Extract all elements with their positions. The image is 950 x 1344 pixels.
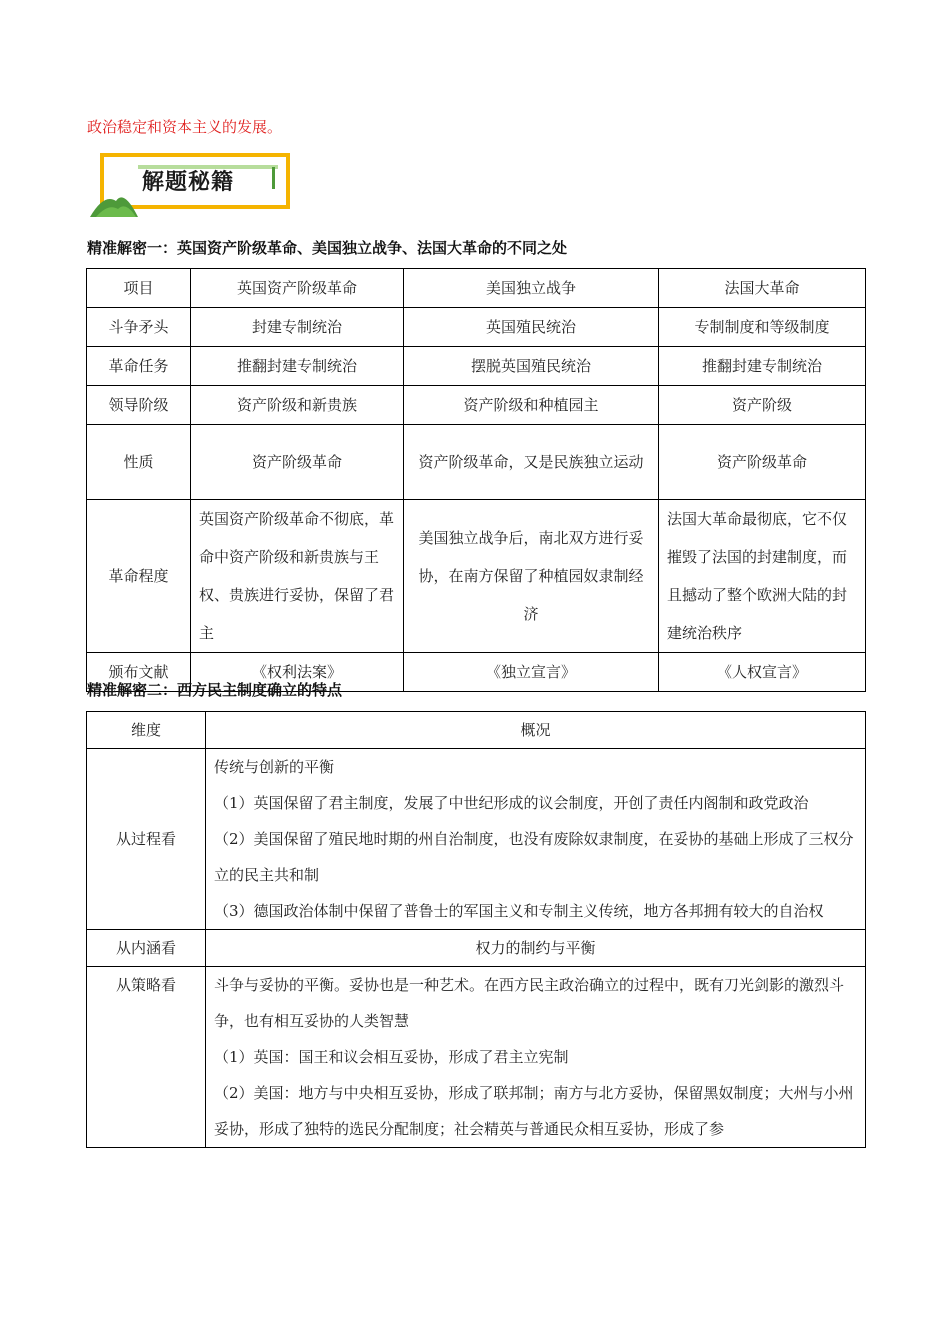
cell-line: （2）美国：地方与中央相互妥协，形成了联邦制；南方与北方妥协，保留黑奴制度；大州与小州妥协，形成了独特的选民分配制度；社会精英与普通民众相互妥协，形成了参: [214, 1084, 854, 1138]
row-label: 从策略看: [87, 967, 206, 1148]
table-cell: 资产阶级革命: [191, 425, 404, 500]
section-banner: [90, 153, 296, 217]
table-cell: 法国大革命最彻底，它不仅摧毁了法国的封建制度，而且撼动了整个欧洲大陆的封建统治秩序: [659, 500, 866, 653]
table-cell: 资产阶级和新贵族: [191, 386, 404, 425]
table-cell: [206, 967, 866, 1148]
cell-line: （1）英国保留了君主制度，发展了中世纪形成的议会制度，开创了责任内阁制和政党政治: [214, 794, 809, 812]
row-label: 性质: [87, 425, 191, 500]
cell-line: 斗争与妥协的平衡。妥协也是一种艺术。在西方民主政治确立的过程中，既有刀光剑影的激烈斗争，也有相互妥协的人类智慧: [214, 976, 845, 1030]
table-row: [87, 500, 866, 653]
table-cell: 《权利法案》: [191, 653, 404, 692]
table-row: [87, 386, 866, 425]
table-cell: 资产阶级和种植园主: [404, 386, 659, 425]
table-cell: 推翻封建专制统治: [659, 347, 866, 386]
row-label: 颁布文献: [87, 653, 191, 692]
table-row: [87, 347, 866, 386]
row-label: 革命程度: [87, 500, 191, 653]
table-cell: 专制制度和等级制度: [659, 308, 866, 347]
intro-line: 政治稳定和资本主义的发展。: [87, 118, 283, 136]
table-row: [87, 967, 866, 1148]
table-cell: 资产阶级革命: [659, 425, 866, 500]
table-cell: 《独立宣言》: [404, 653, 659, 692]
table-cell: 推翻封建专制统治: [191, 347, 404, 386]
cell-line: 传统与创新的平衡: [214, 758, 335, 776]
cell-line: （1）英国：国王和议会相互妥协，形成了君主立宪制: [214, 1048, 569, 1066]
features-table: [86, 711, 866, 1148]
header-cell: 美国独立战争: [404, 269, 659, 308]
header-cell: 概况: [206, 712, 866, 749]
table-cell: 美国独立战争后，南北双方进行妥协，在南方保留了种植园奴隶制经济: [404, 500, 659, 653]
row-label: 从过程看: [87, 749, 206, 930]
row-label: 革命任务: [87, 347, 191, 386]
row-label: 领导阶级: [87, 386, 191, 425]
table-cell: 封建专制统治: [191, 308, 404, 347]
header-cell: 法国大革命: [659, 269, 866, 308]
table-cell: 资产阶级: [659, 386, 866, 425]
table-cell: 权力的制约与平衡: [206, 930, 866, 967]
table-row: [87, 749, 866, 930]
cell-line: （2）美国保留了殖民地时期的州自治制度，也没有废除奴隶制度，在妥协的基础上形成了三权分立的民主共和制: [214, 830, 854, 884]
banner-title: 解题秘籍: [142, 170, 235, 195]
header-cell: 项目: [87, 269, 191, 308]
header-cell: 英国资产阶级革命: [191, 269, 404, 308]
table-row: [87, 930, 866, 967]
row-label: 从内涵看: [87, 930, 206, 967]
section2-title: 精准解密二：西方民主制度确立的特点: [87, 681, 343, 699]
table-cell: 资产阶级革命，又是民族独立运动: [404, 425, 659, 500]
section1-title: 精准解密一：英国资产阶级革命、美国独立战争、法国大革命的不同之处: [87, 239, 568, 257]
table-cell: 摆脱英国殖民统治: [404, 347, 659, 386]
cell-line: （3）德国政治体制中保留了普鲁士的军国主义和专制主义传统，地方各邦拥有较大的自治权: [214, 902, 824, 920]
table-cell: 《人权宣言》: [659, 653, 866, 692]
table-row: [87, 308, 866, 347]
row-label: 斗争矛头: [87, 308, 191, 347]
table-header-row: [87, 269, 866, 308]
table-cell: [206, 749, 866, 930]
table-row: [87, 425, 866, 500]
table-cell: 英国资产阶级革命不彻底，革命中资产阶级和新贵族与王权、贵族进行妥协，保留了君主: [191, 500, 404, 653]
comparison-table: [86, 268, 866, 692]
table-header-row: [87, 712, 866, 749]
table-cell: 英国殖民统治: [404, 308, 659, 347]
header-cell: 维度: [87, 712, 206, 749]
